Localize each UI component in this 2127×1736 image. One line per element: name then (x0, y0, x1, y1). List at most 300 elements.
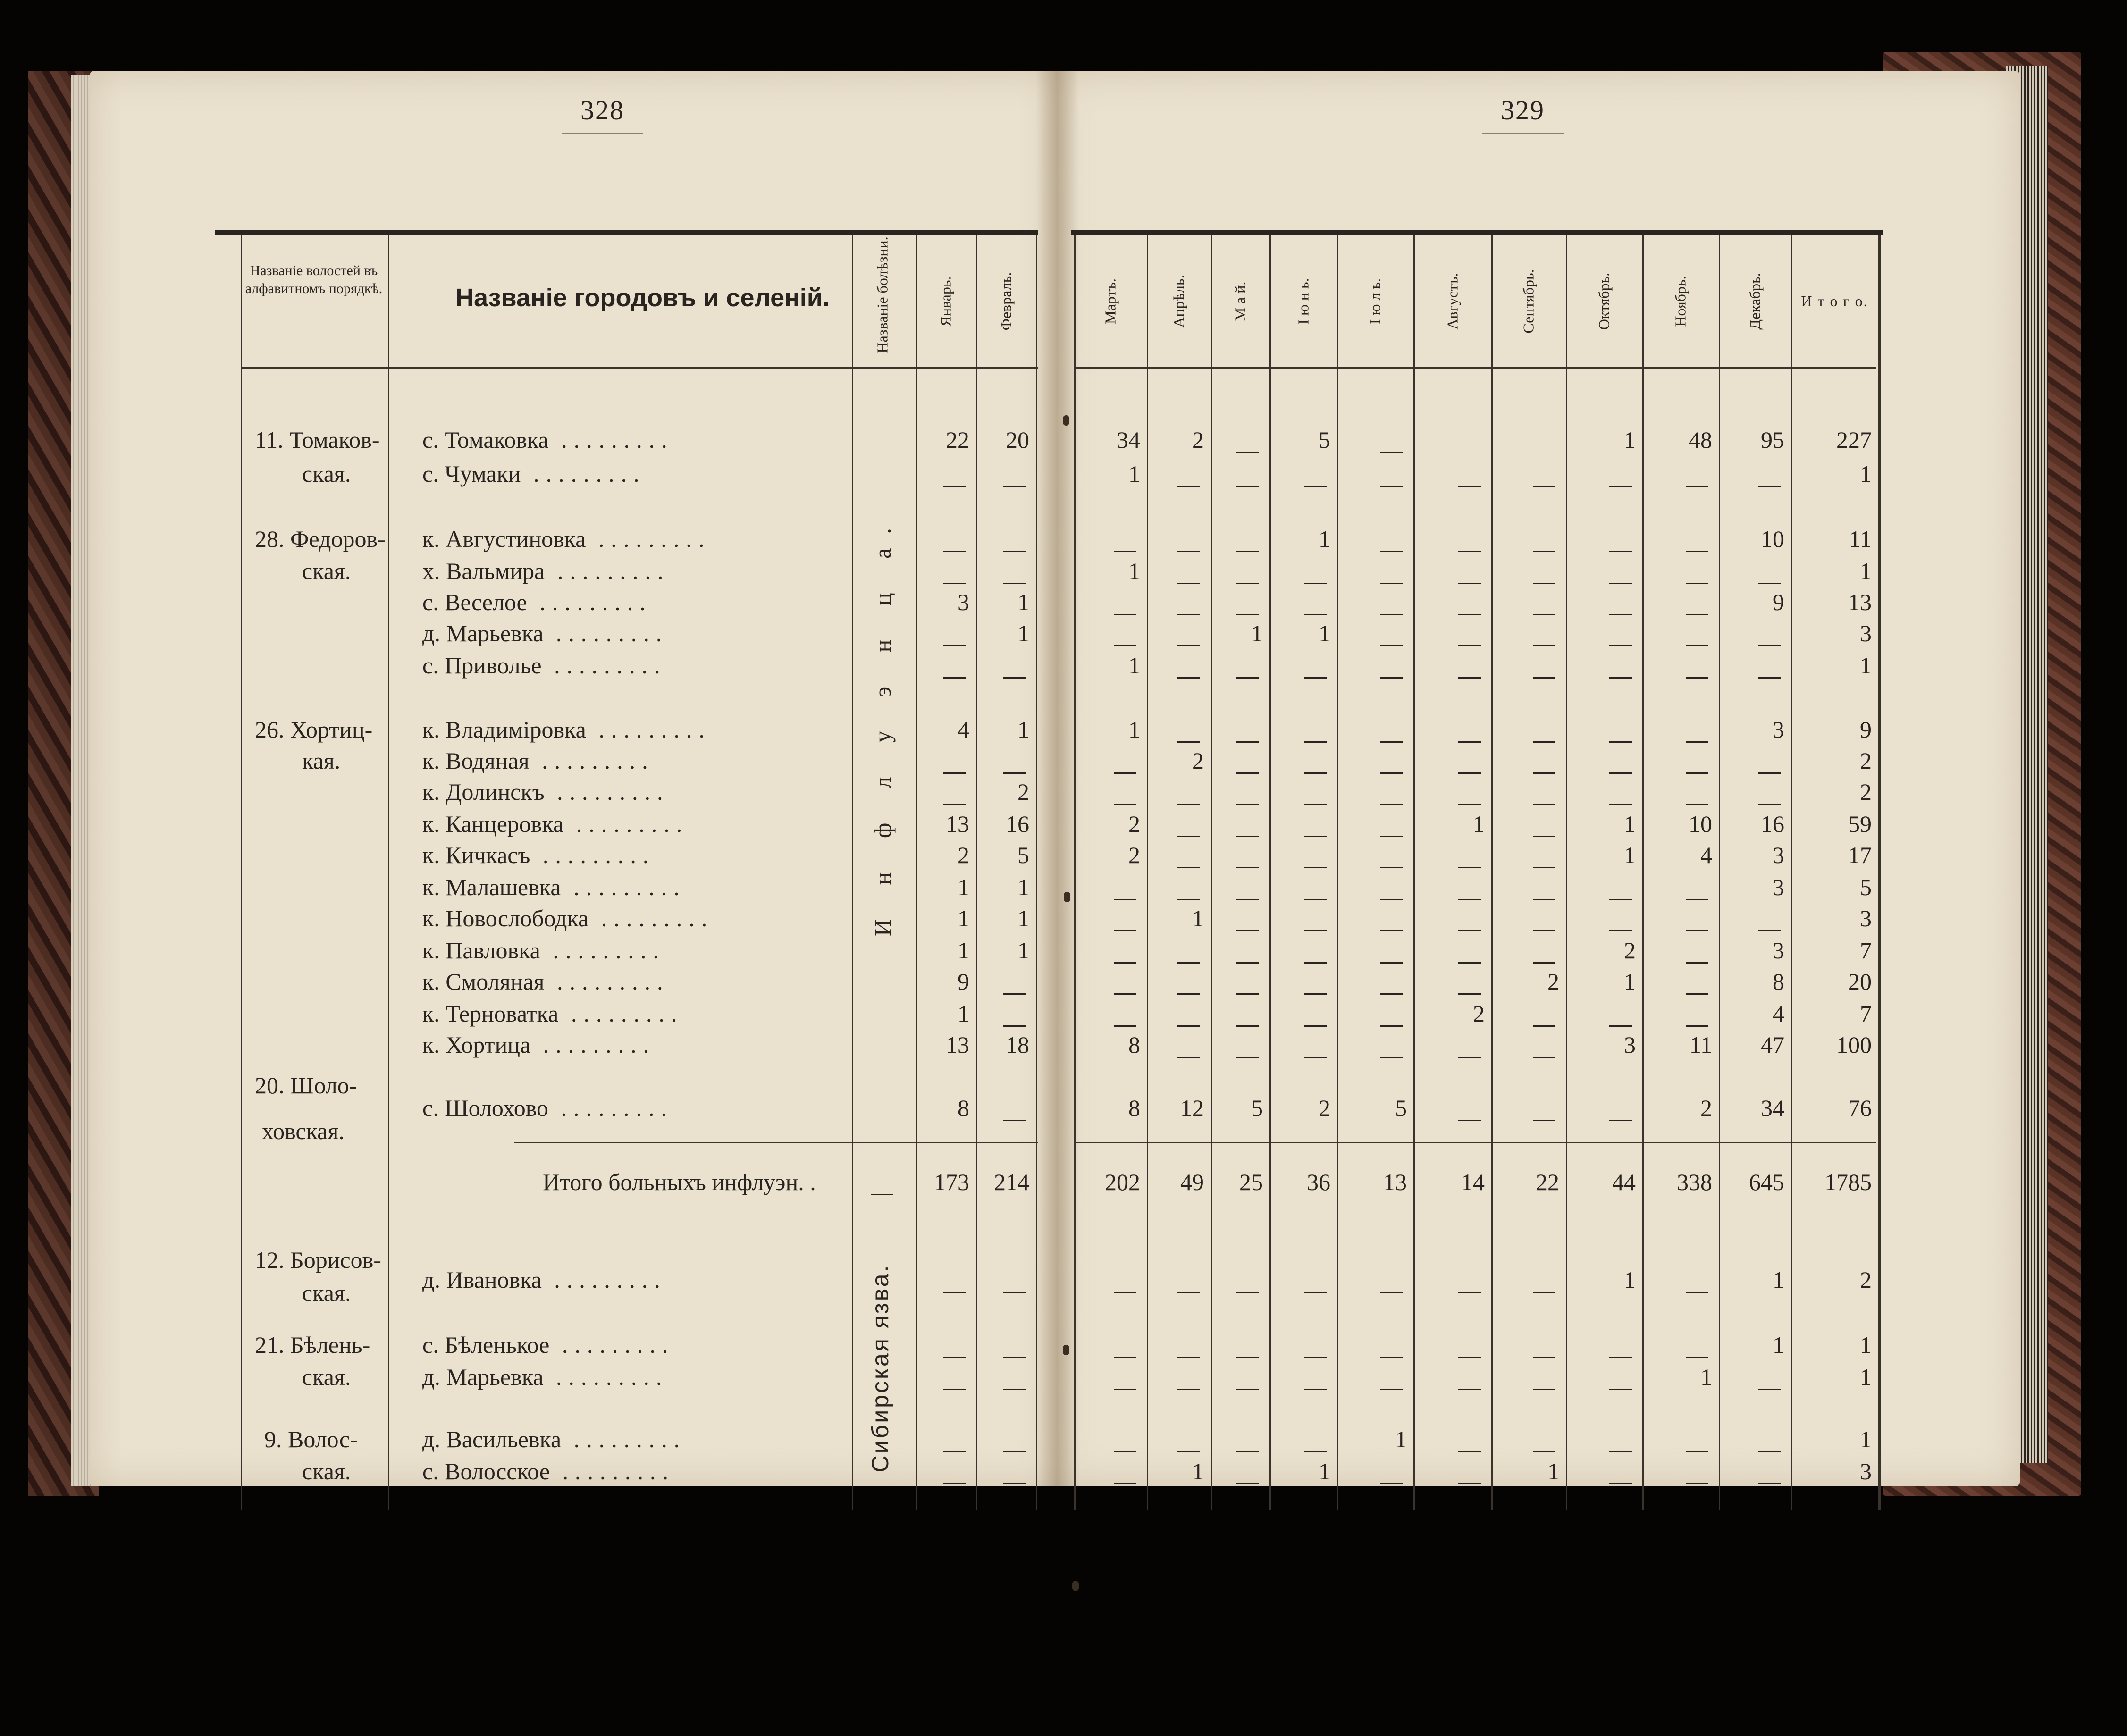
empty-dash (1686, 600, 1708, 624)
settlement-name (422, 1033, 656, 1057)
count-value: 1 (1860, 461, 1872, 487)
empty-dash (1380, 438, 1403, 461)
top-rule-right (1071, 230, 1883, 235)
count-value: 2 (1860, 779, 1872, 805)
empty-dash (1236, 1043, 1259, 1066)
empty-dash (1609, 728, 1632, 751)
empty-dash (1114, 948, 1136, 972)
settlement-label: х. Вальмира (422, 558, 545, 584)
count-value: 4 (1700, 842, 1712, 868)
empty-dash (1458, 600, 1481, 624)
empty-dash (1609, 1437, 1632, 1461)
empty-dash (1003, 1278, 1026, 1301)
column-divider (1791, 235, 1792, 1510)
settlement-label: к. Владиміровка (422, 716, 586, 743)
count-value: 1 (1017, 620, 1029, 646)
column-divider (388, 235, 389, 1510)
total-value: 13 (1383, 1169, 1407, 1195)
count-value: 1 (1251, 620, 1263, 646)
total-value: 44 (1612, 1169, 1636, 1195)
empty-dash (1380, 569, 1403, 593)
header-disease: Названіе болѣзни. (874, 236, 891, 353)
binding-thread-mark (1072, 1581, 1079, 1591)
count-value: 1 (1860, 558, 1872, 584)
empty-dash (1533, 1343, 1555, 1367)
count-value: 17 (1848, 842, 1872, 868)
empty-dash (1003, 1375, 1026, 1399)
count-value: 1 (1395, 1426, 1407, 1452)
empty-dash (1686, 948, 1708, 972)
count-value: 2 (958, 842, 969, 868)
count-value: 1 (1624, 1266, 1636, 1293)
total-rule-right (1074, 1142, 1876, 1143)
count-value: 76 (1848, 1095, 1872, 1121)
empty-dash (1304, 790, 1327, 813)
empty-dash (1380, 1043, 1403, 1066)
count-value: 2 (1624, 937, 1636, 964)
settlement-name (422, 749, 655, 772)
empty-dash (1236, 1278, 1259, 1301)
dot-leader: ......... (544, 779, 670, 805)
empty-dash (1458, 663, 1481, 687)
page-number-right: 329 (1482, 94, 1564, 134)
settlement-name (422, 718, 711, 741)
volost-name: 28. Федоров- (255, 526, 386, 552)
dot-leader: ......... (561, 1426, 687, 1452)
dot-leader: ......... (586, 716, 711, 743)
empty-dash (1380, 853, 1403, 877)
count-value: 8 (1128, 1095, 1140, 1121)
empty-dash (1686, 980, 1708, 1003)
empty-dash (1177, 472, 1200, 495)
empty-dash (1236, 438, 1259, 461)
empty-dash (1236, 663, 1259, 687)
column-divider (1074, 235, 1076, 1510)
empty-dash (1177, 853, 1200, 877)
empty-dash (1380, 728, 1403, 751)
empty-dash (1114, 1278, 1136, 1301)
count-value: 95 (1761, 427, 1784, 453)
volost-name: ская. (302, 558, 351, 584)
empty-dash (1380, 759, 1403, 782)
empty-dash (1533, 537, 1555, 561)
empty-dash (1609, 790, 1632, 813)
count-value: 1 (1128, 716, 1140, 743)
volost-name: 21. Бѣлень- (255, 1332, 370, 1358)
empty-dash (1458, 472, 1481, 495)
settlement-label: к. Терноватка (422, 1000, 559, 1027)
count-value: 9 (1860, 716, 1872, 743)
empty-dash (1236, 472, 1259, 495)
column-divider (1413, 235, 1415, 1510)
count-value: 5 (1860, 874, 1872, 900)
dot-leader: ......... (586, 526, 711, 552)
empty-dash (1758, 1375, 1781, 1399)
empty-dash (1236, 980, 1259, 1003)
empty-dash (1609, 569, 1632, 593)
empty-dash (1236, 948, 1259, 972)
empty-dash (1458, 759, 1481, 782)
settlement-name (422, 1365, 668, 1389)
empty-dash (943, 1278, 966, 1301)
count-value: 8 (958, 1095, 969, 1121)
settlement-name (422, 843, 655, 867)
volost-name: 20. Шоло- (255, 1072, 357, 1099)
empty-dash (1177, 1043, 1200, 1066)
total-value: 22 (1536, 1169, 1559, 1195)
empty-dash (1758, 631, 1781, 655)
count-value: 3 (1624, 1032, 1636, 1058)
count-value: 1 (1128, 558, 1140, 584)
count-value: 2 (1017, 779, 1029, 805)
empty-dash (1458, 790, 1481, 813)
count-value: 3 (1860, 905, 1872, 931)
empty-dash (1304, 1012, 1327, 1035)
header-total: И т о г о. (1801, 293, 1868, 310)
dot-leader: ......... (543, 620, 669, 646)
empty-dash (1758, 790, 1781, 813)
dot-leader: ......... (545, 558, 670, 584)
disease-anthrax: Сибирская язва. (867, 1263, 893, 1473)
column-divider (1036, 235, 1037, 1510)
empty-dash (1458, 916, 1481, 940)
empty-dash (1758, 916, 1781, 940)
empty-dash (1533, 600, 1555, 624)
dot-leader: ......... (558, 1000, 684, 1027)
empty-dash (1458, 569, 1481, 593)
count-value: 7 (1860, 1000, 1872, 1027)
count-value: 48 (1689, 427, 1712, 453)
empty-dash (1114, 759, 1136, 782)
settlement-name (422, 939, 665, 962)
empty-dash (1458, 631, 1481, 655)
settlement-label: с. Шолохово (422, 1095, 549, 1121)
empty-dash (1380, 916, 1403, 940)
count-value: 5 (1395, 1095, 1407, 1121)
settlement-name (422, 875, 686, 899)
empty-dash (1114, 600, 1136, 624)
settlement-name (422, 1268, 667, 1292)
volost-name: ская. (302, 1364, 351, 1390)
empty-dash (1304, 472, 1327, 495)
empty-dash (1114, 1343, 1136, 1367)
empty-dash (1458, 1437, 1481, 1461)
empty-dash (1304, 728, 1327, 751)
count-value: 18 (1006, 1032, 1029, 1058)
empty-dash (1177, 1437, 1200, 1461)
empty-dash (1533, 853, 1555, 877)
empty-dash (1533, 916, 1555, 940)
empty-dash (1533, 1375, 1555, 1399)
empty-dash (1686, 916, 1708, 940)
count-value: 3 (1860, 1458, 1872, 1484)
volost-name: ховская. (262, 1118, 345, 1144)
count-value: 11 (1689, 1032, 1712, 1058)
settlement-label: к. Павловка (422, 937, 540, 964)
settlement-label: к. Августиновка (422, 526, 586, 552)
empty-dash (1114, 1437, 1136, 1461)
count-value: 13 (946, 811, 969, 837)
empty-dash (1458, 728, 1481, 751)
empty-dash (1177, 790, 1200, 813)
settlement-name (422, 1459, 675, 1483)
empty-dash (1533, 1278, 1555, 1301)
gutter-shadow (1036, 71, 1078, 1486)
empty-dash (1686, 1469, 1708, 1493)
total-value: 25 (1239, 1169, 1263, 1195)
count-value: 1 (1473, 811, 1485, 837)
empty-dash (1758, 472, 1781, 495)
settlement-name (422, 1002, 683, 1025)
count-value: 1 (1017, 937, 1029, 964)
empty-dash (1380, 1469, 1403, 1493)
count-value: 1 (1624, 968, 1636, 995)
count-value: 1 (1319, 620, 1330, 646)
empty-dash (1003, 663, 1026, 687)
count-value: 1 (958, 937, 969, 964)
empty-dash (1304, 948, 1327, 972)
empty-dash (1758, 759, 1781, 782)
count-value: 1 (1624, 811, 1636, 837)
settlement-name (422, 1333, 674, 1357)
empty-dash (1177, 1012, 1200, 1035)
dot-leader: ......... (543, 1364, 669, 1390)
settlement-name (422, 970, 670, 993)
count-value: 1 (1860, 652, 1872, 679)
settlement-name (422, 527, 711, 551)
volost-name: 11. Томаков- (255, 427, 380, 453)
header-month-8: Августъ. (1444, 273, 1461, 330)
header-month-3: Мартъ. (1101, 278, 1118, 324)
total-value: 202 (1105, 1169, 1140, 1195)
disease-influenza: И н ф л у э н ц а. (869, 514, 896, 936)
settlement-label: к. Водяная (422, 747, 530, 774)
settlement-name (422, 428, 674, 452)
count-value: 1 (1860, 1332, 1872, 1358)
settlement-label: к. Новослободка (422, 905, 589, 931)
settlement-label: к. Канцеровка (422, 811, 564, 837)
empty-dash (1686, 759, 1708, 782)
settlement-label: с. Привольe (422, 652, 542, 679)
count-value: 12 (1180, 1095, 1204, 1121)
empty-dash (1609, 759, 1632, 782)
settlement-name (422, 621, 668, 645)
empty-dash (1236, 537, 1259, 561)
empty-dash (1380, 472, 1403, 495)
empty-dash (1236, 1012, 1259, 1035)
empty-dash (1380, 537, 1403, 561)
empty-dash (1609, 1106, 1632, 1130)
empty-dash (1114, 631, 1136, 655)
total-value: 1785 (1824, 1169, 1872, 1195)
count-value: 3 (1860, 620, 1872, 646)
count-value: 2 (1128, 811, 1140, 837)
total-value: 338 (1677, 1169, 1712, 1195)
total-value: 49 (1180, 1169, 1204, 1195)
count-value: 20 (1848, 968, 1872, 995)
empty-dash (1236, 822, 1259, 846)
empty-dash (1609, 472, 1632, 495)
empty-dash (1177, 600, 1200, 624)
empty-dash (1304, 916, 1327, 940)
settlement-name (422, 906, 714, 930)
binding-thread-mark (1064, 892, 1070, 902)
count-value: 1 (1860, 1364, 1872, 1390)
empty-dash (1114, 916, 1136, 940)
count-value: 1 (1624, 427, 1636, 453)
count-value: 2 (1192, 747, 1204, 774)
empty-dash (1114, 1375, 1136, 1399)
count-value: 1 (1128, 652, 1140, 679)
empty-dash (943, 1375, 966, 1399)
settlement-name (422, 590, 652, 614)
empty-dash (1533, 472, 1555, 495)
empty-dash (1609, 631, 1632, 655)
empty-dash (1758, 1437, 1781, 1461)
header-month-2: Февраль. (997, 272, 1014, 331)
empty-dash (943, 537, 966, 561)
count-value: 7 (1860, 937, 1872, 964)
count-value: 5 (1319, 427, 1330, 453)
empty-dash (1236, 1375, 1259, 1399)
header-month-7: І ю л ь. (1366, 278, 1384, 325)
empty-dash (1236, 790, 1259, 813)
count-value: 3 (958, 589, 969, 615)
column-divider (1878, 235, 1881, 1510)
settlement-name (422, 780, 670, 804)
empty-dash (1609, 1375, 1632, 1399)
count-value: 13 (946, 1032, 969, 1058)
empty-dash (1177, 1343, 1200, 1367)
empty-dash (1686, 1278, 1708, 1301)
empty-dash (1609, 916, 1632, 940)
empty-dash (1533, 728, 1555, 751)
empty-dash (1304, 853, 1327, 877)
column-divider (1269, 235, 1271, 1510)
empty-dash (1533, 569, 1555, 593)
volost-name: 26. Хортиц- (255, 716, 373, 743)
empty-dash (943, 759, 966, 782)
page-number-left: 328 (562, 94, 643, 134)
settlement-name (422, 654, 667, 677)
count-value: 34 (1761, 1095, 1784, 1121)
settlement-label: д. Ивановка (422, 1266, 542, 1293)
settlement-name (422, 559, 670, 583)
count-value: 3 (1773, 842, 1784, 868)
empty-dash (1458, 885, 1481, 909)
empty-dash (1177, 1278, 1200, 1301)
count-value: 4 (958, 716, 969, 743)
count-value: 20 (1006, 427, 1029, 453)
empty-dash (1304, 1278, 1327, 1301)
dot-leader: ......... (549, 1332, 675, 1358)
empty-dash (1177, 631, 1200, 655)
settlement-label: д. Марьевка (422, 1364, 544, 1390)
settlement-label: д. Васильевка (422, 1426, 562, 1452)
dot-leader: ......... (529, 747, 655, 774)
count-value: 4 (1773, 1000, 1784, 1027)
count-value: 1 (1128, 461, 1140, 487)
empty-dash (943, 631, 966, 655)
count-value: 34 (1117, 427, 1140, 453)
total-value: 14 (1461, 1169, 1485, 1195)
column-divider (1211, 235, 1212, 1510)
empty-dash (1380, 980, 1403, 1003)
empty-dash (943, 472, 966, 495)
empty-dash (1686, 663, 1708, 687)
count-value: 1 (1319, 526, 1330, 552)
empty-dash (1458, 853, 1481, 877)
empty-dash (1114, 790, 1136, 813)
count-value: 9 (1773, 589, 1784, 615)
empty-dash (1686, 1437, 1708, 1461)
empty-dash (1458, 1043, 1481, 1066)
binding-thread-mark (1063, 415, 1069, 426)
column-divider (852, 235, 853, 1510)
volost-name: ская. (302, 461, 351, 487)
empty-dash (1380, 790, 1403, 813)
column-divider (241, 235, 242, 1510)
empty-dash (1114, 537, 1136, 561)
count-value: 10 (1689, 811, 1712, 837)
empty-dash (1758, 663, 1781, 687)
dot-leader: ......... (541, 652, 667, 679)
header-month-4: Апрѣль. (1170, 275, 1187, 328)
total-label: Итого больныхъ инфлуэн. . (543, 1169, 816, 1195)
empty-dash (943, 1469, 966, 1493)
empty-dash (943, 1343, 966, 1367)
empty-dash (1304, 1437, 1327, 1461)
empty-dash (1304, 885, 1327, 909)
empty-dash (1177, 569, 1200, 593)
empty-dash (1304, 1375, 1327, 1399)
settlement-label: к. Смоляная (422, 968, 545, 995)
settlement-label: с. Волосское (422, 1458, 550, 1484)
count-value: 2 (1473, 1000, 1485, 1027)
empty-dash (1177, 948, 1200, 972)
dot-leader: ......... (541, 1266, 667, 1293)
volost-name: 9. Волос- (264, 1426, 358, 1452)
empty-dash (1177, 537, 1200, 561)
empty-dash (1236, 885, 1259, 909)
count-value: 1 (958, 874, 969, 900)
total-rule-left (514, 1142, 1038, 1143)
count-value: 3 (1773, 937, 1784, 964)
header-month-9: Сентябрь. (1520, 269, 1537, 334)
count-value: 5 (1251, 1095, 1263, 1121)
empty-dash (1177, 663, 1200, 687)
empty-dash (1304, 980, 1327, 1003)
settlement-label: к. Долинскъ (422, 779, 545, 805)
empty-dash (1380, 1278, 1403, 1301)
empty-dash (1458, 1375, 1481, 1399)
empty-dash (1533, 822, 1555, 846)
count-value: 2 (1860, 1266, 1872, 1293)
empty-dash (1236, 759, 1259, 782)
empty-dash (1609, 1469, 1632, 1493)
settlement-label: с. Веселое (422, 589, 527, 615)
empty-dash (1304, 759, 1327, 782)
empty-dash (1114, 980, 1136, 1003)
empty-dash (1458, 1469, 1481, 1493)
empty-dash (1458, 1343, 1481, 1367)
count-value: 1 (1773, 1332, 1784, 1358)
count-value: 2 (1547, 968, 1559, 995)
count-value: 8 (1773, 968, 1784, 995)
header-rule-right (1074, 367, 1876, 369)
count-value: 1 (958, 1000, 969, 1027)
count-value: 47 (1761, 1032, 1784, 1058)
